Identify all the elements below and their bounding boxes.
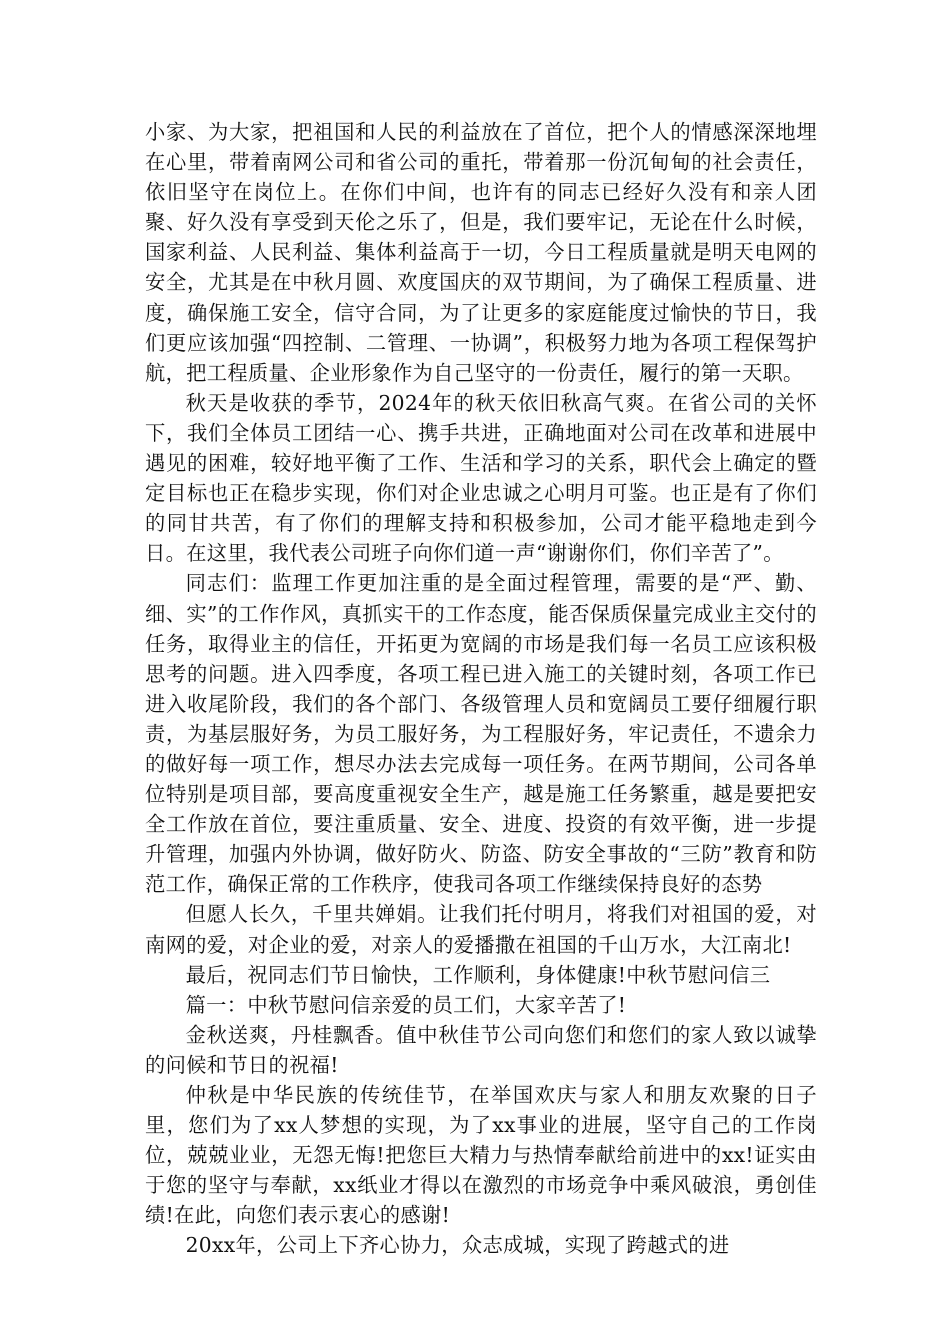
paragraph-2: 秋天是收获的季节，2024年的秋天依旧秋高气爽。在省公司的关怀下，我们全体员工团结一心、携手共进，正确地面对公司在改革和进展中遇见的困难，较好地平衡了工作、生活和学习的关系，职代会上确定的暨定目标也正在稳步实现，你们对企业忠诚之心明月可鉴。也正是有了你们的同甘共苦，有了你们的理解支持和积极参加，公司才能平稳地走到今日。在这里，我代表公司班子向你们道一声“谢谢你们，你们辛苦了”。 [145, 390, 817, 566]
paragraph-7: 金秋送爽，丹桂飘香。值中秋佳节公司向您们和您们的家人致以诚挚的问候和节日的祝福! [145, 1022, 817, 1077]
document-body [145, 117, 817, 1261]
paragraph-3: 同志们：监理工作更加注重的是全面过程管理，需要的是“严、勤、细、实”的工作作风，真抓实干的工作态度，能否保质保量完成业主交付的任务，取得业主的信任，开拓更为宽阔的市场是我们每一名员工应该积极思考的问题。进入四季度，各项工程已进入施工的关键时刻，各项工作已进入收尾阶段，我们的各个部门、各级管理人员和宽阔员工要仔细履行职责，为基层服好务，为员工服好务，为工程服好务，牢记责任，不遗余力的做好每一项工作，想尽办法去完成每一项任务。在两节期间，公司各单位特别是项目部，要高度重视安全生产，越是施工任务繁重，越是要把安全工作放在首位，要注重质量、安全、进度、投资的有效平衡，进一步提升管理，加强内外协调，做好防火、防盗、防安全事故的“三防”教育和防范工作，确保正常的工作秩序，使我司各项工作继续保持良好的态势 [145, 571, 817, 897]
paragraph-8: 仲秋是中华民族的传统佳节，在举国欢庆与家人和朋友欢聚的日子里，您们为了xx人梦想的实现，为了xx事业的进展，坚守自己的工作岗位，兢兢业业，无怨无悔!把您巨大精力与热情奉献给前进中的xx!证实由于您的坚守与奉献，xx纸业才得以在激烈的市场竞争中乘风破浪，勇创佳绩!在此，向您们表示衷心的感谢! [145, 1083, 817, 1228]
paragraph-5: 最后，祝同志们节日愉快，工作顺利，身体健康!中秋节慰问信三 [185, 962, 771, 987]
paragraph-4: 但愿人长久，千里共婵娟。让我们托付明月，将我们对祖国的爱，对南网的爱，对企业的爱，对亲人的爱播撒在祖国的千山万水，大江南北! [145, 902, 817, 957]
paragraph-1: 小家、为大家，把祖国和人民的利益放在了首位，把个人的情感深深地埋在心里，带着南网公司和省公司的重托，带着那一份沉甸甸的社会责任，依旧坚守在岗位上。在你们中间，也许有的同志已经好久没有和亲人团聚、好久没有享受到天伦之乐了，但是，我们要牢记，无论在什么时候，国家利益、人民利益、集体利益高于一切，今日工程质量就是明天电网的安全，尤其是在中秋月圆、欢度国庆的双节期间，为了确保工程质量、进度，确保施工安全，信守合同，为了让更多的家庭能度过愉快的节日，我们更应该加强“四控制、二管理、一协调”，积极努力地为各项工程保驾护航，把工程质量、企业形象作为自己坚守的一份责任，履行的第一天职。 [145, 120, 817, 385]
paragraph-6: 篇一：中秋节慰问信亲爱的员工们，大家辛苦了! [185, 992, 627, 1017]
paragraph-9: 20xx年，公司上下齐心协力，众志成城，实现了跨越式的进 [185, 1233, 730, 1258]
